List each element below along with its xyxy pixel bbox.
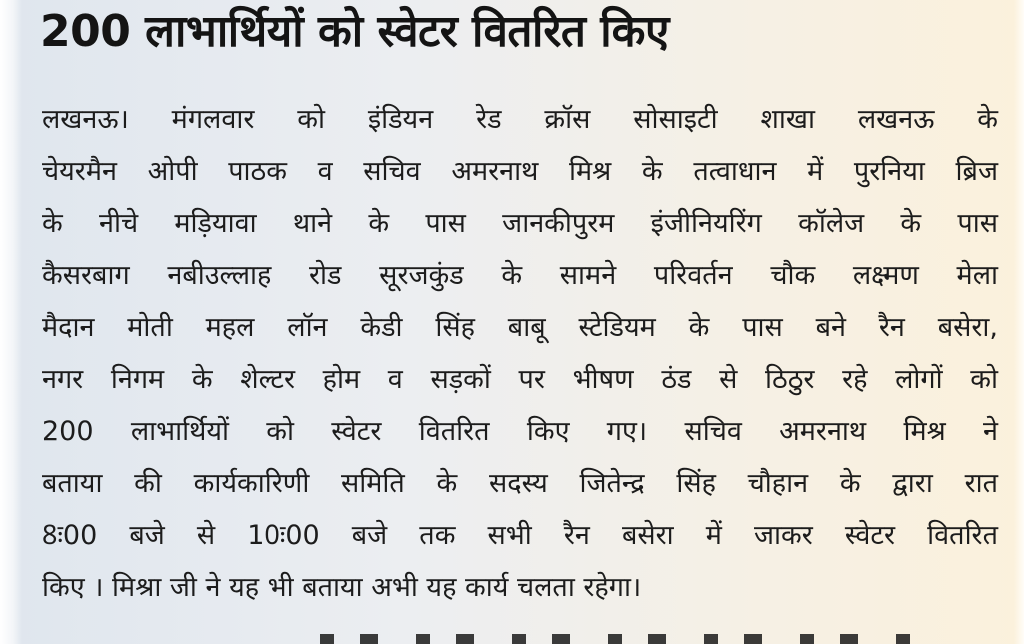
article-line-1: लखनऊ। मंगलवार को इंडियन रेड क्रॉस सोसाइटी शाखा लखनऊ के bbox=[42, 104, 998, 135]
article-body bbox=[42, 94, 998, 614]
page-left-edge bbox=[0, 0, 22, 644]
article-line-7: 200 लाभार्थियों को स्वेटर वितरित किए गए। सचिव अमरनाथ मिश्र ने bbox=[42, 416, 998, 447]
article-line-8: बताया की कार्यकारिणी समिति के सदस्य जितेन्द्र सिंह चौहान के द्वारा रात bbox=[42, 468, 998, 499]
article-line-4: कैसरबाग नबीउल्लाह रोड सूरजकुंड के सामने परिवर्तन चौक लक्ष्मण मेला bbox=[42, 260, 998, 291]
article-line-10: किए । मिश्रा जी ने यह भी बताया अभी यह कार्य चलता रहेगा। bbox=[42, 572, 642, 603]
article-line-3: के नीचे मड़ियावा थाने के पास जानकीपुरम इंजीनियरिंग कॉलेज के पास bbox=[42, 208, 998, 239]
page-right-edge bbox=[1014, 0, 1024, 644]
cropped-text-fragment bbox=[320, 634, 920, 644]
article-line-9: 8ः00 बजे से 10ः00 बजे तक सभी रैन बसेरा में जाकर स्वेटर वितरित bbox=[42, 520, 998, 551]
article-line-5: मैदान मोती महल लॉन केडी सिंह बाबू स्टेडियम के पास बने रैन बसेरा, bbox=[42, 312, 998, 343]
article-line-2: चेयरमैन ओपी पाठक व सचिव अमरनाथ मिश्र के तत्वाधान में पुरनिया ब्रिज bbox=[42, 156, 998, 187]
cropped-next-headline bbox=[320, 626, 920, 644]
article-line-6: नगर निगम के शेल्टर होम व सड़कों पर भीषण ठंड से ठिठुर रहे लोगों को bbox=[42, 364, 998, 395]
article-headline: 200 लाभार्थियों को स्वेटर वितरित किए bbox=[40, 6, 669, 57]
